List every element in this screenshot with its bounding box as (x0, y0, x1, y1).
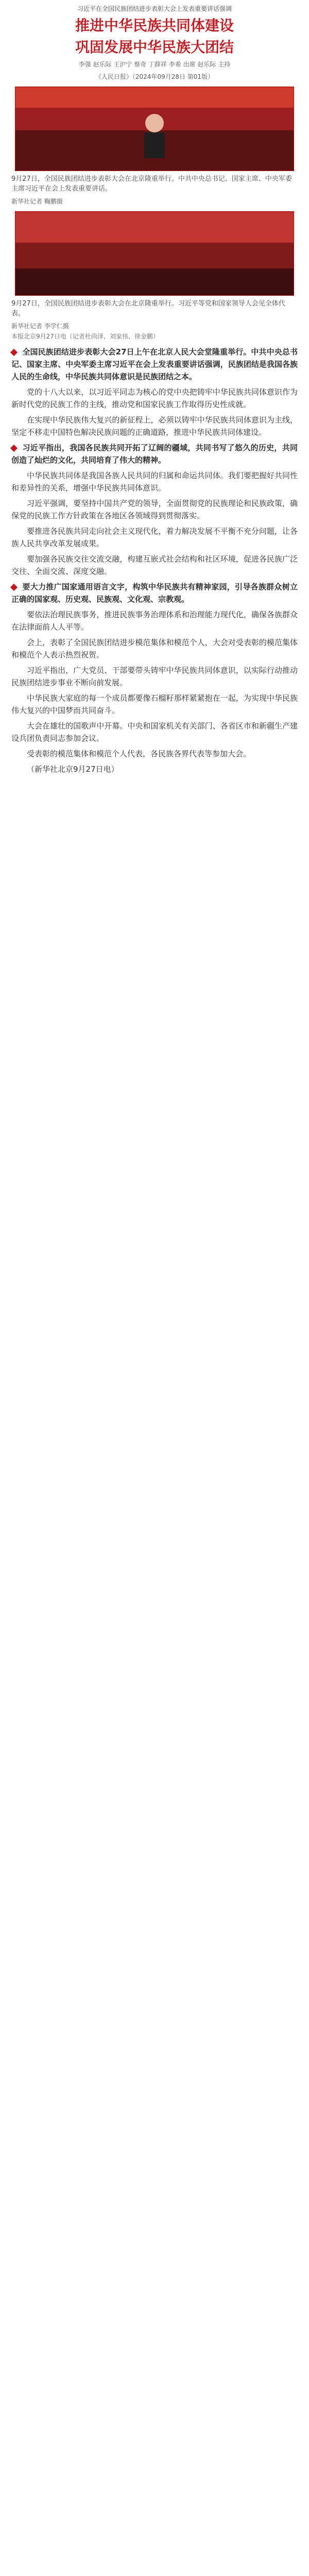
paragraph-9-text: 要大力推广国家通用语言文字，构筑中华民族共有精神家园，引导各族群众树立正确的国家观、历史观、民族观、文化观、宗教观。 (11, 582, 298, 604)
second-credit: 新华社记者 李学仁摄 (11, 323, 69, 330)
paragraph-1-text: 全国民族团结进步表彰大会27日上午在北京人民大会堂隆重举行。中共中央总书记、国家主席、中央军委主席习近平在会上发表重要讲话强调，民族团结是我国各族人民的生命线，中华民族共同体意识是民族团结之本。 (11, 347, 298, 381)
headline-line-2: 巩固发展中华民族大团结 (75, 39, 234, 56)
bullet-icon (10, 583, 18, 590)
paragraph-1 (11, 346, 298, 383)
source-line: 《人民日报》（2024年09月28日 第01版） (95, 73, 214, 80)
article-body (0, 342, 309, 775)
paragraph-3: 在实现中华民族伟大复兴的新征程上，必须以铸牢中华民族共同体意识为主线，坚定不移走中国特色解决民族问题的正确道路，推进中华民族共同体建设。 (11, 415, 298, 437)
article-header (0, 0, 309, 81)
paragraph-7: 要推进各民族共同走向社会主义现代化，着力解决发展不平衡不充分问题，让各族人民共享改革发展成果。 (11, 527, 298, 548)
paragraph-14: 大会在雄壮的国歌声中开幕。中央和国家机关有关部门、各省区市和新疆生产建设兵团负责同志参加会议。 (11, 721, 298, 743)
byline: 本报北京9月27日电（记者杜尚泽、刘家伟、徐金鹏） (11, 333, 159, 340)
paragraph-10: 要依法治理民族事务，推进民族事务治理体系和治理能力现代化，确保各族群众在法律面前人人平等。 (11, 610, 298, 632)
paragraph-11: 会上，表彰了全国民族团结进步模范集体和模范个人，大会对受表彰的模范集体和模范个人表示热烈祝贺。 (11, 638, 298, 659)
paragraph-6: 习近平强调，要坚持中国共产党的领导，全面贯彻党的民族理论和民族政策，确保党的民族工作方针政策在各地区各领域得到贯彻落实。 (11, 499, 298, 520)
paragraph-5: 中华民族共同体是我国各族人民共同的归属和命运共同体。我们要把握好共同性和差异性的关系，增强中华民族共同体意识。 (11, 471, 298, 493)
lead-photo (15, 87, 294, 171)
paragraph-8: 要加强各民族交往交流交融，构建互嵌式社会结构和社区环境，促进各民族广泛交往、全面交流、深度交融。 (11, 554, 298, 576)
lead-credit: 新华社记者 鞠鹏摄 (11, 198, 63, 205)
headline-line-1: 推进中华民族共同体建设 (75, 17, 234, 34)
bullet-icon (10, 444, 18, 451)
lead-caption: 9月27日，全国民族团结进步表彰大会在北京隆重举行。中共中央总书记、国家主席、中央军委主席习近平在会上发表重要讲话。 (11, 175, 292, 193)
paragraph-13: 中华民族大家庭的每一个成员都要像石榴籽那样紧紧抱在一起，为实现中华民族伟大复兴的中国梦而共同奋斗。 (11, 693, 298, 715)
paragraph-4-text: 习近平指出，我国各民族共同开拓了辽阔的疆域，共同书写了悠久的历史，共同创造了灿烂的文化，共同培育了伟大的精神。 (11, 443, 298, 465)
attendees-line: 李强 赵乐际 王沪宁 蔡奇 丁薛祥 李希 出席 赵乐际 主持 (78, 61, 231, 68)
headline-kicker: 习近平在全国民族团结进步表彰大会上发表重要讲话强调 (77, 5, 232, 12)
bullet-icon (10, 348, 18, 355)
paragraph-16: （新华社北京9月27日电） (27, 765, 119, 774)
second-photo (15, 211, 294, 296)
second-caption: 9月27日，全国民族团结进步表彰大会在北京隆重举行。习近平等党和国家领导人会见全体代表。 (11, 300, 285, 317)
paragraph-15: 受表彰的模范集体和模范个人代表，各民族各界代表等参加大会。 (27, 749, 251, 758)
paragraph-4 (11, 442, 298, 466)
paragraph-2: 党的十八大以来，以习近平同志为核心的党中央把铸牢中华民族共同体意识作为新时代党的民族工作的主线，推动党和国家民族工作取得历史性成就。 (11, 387, 298, 409)
paragraph-12: 习近平指出，广大党员、干部要带头铸牢中华民族共同体意识，以实际行动推动民族团结进步事业不断向前发展。 (11, 666, 298, 687)
paragraph-9 (11, 581, 298, 605)
